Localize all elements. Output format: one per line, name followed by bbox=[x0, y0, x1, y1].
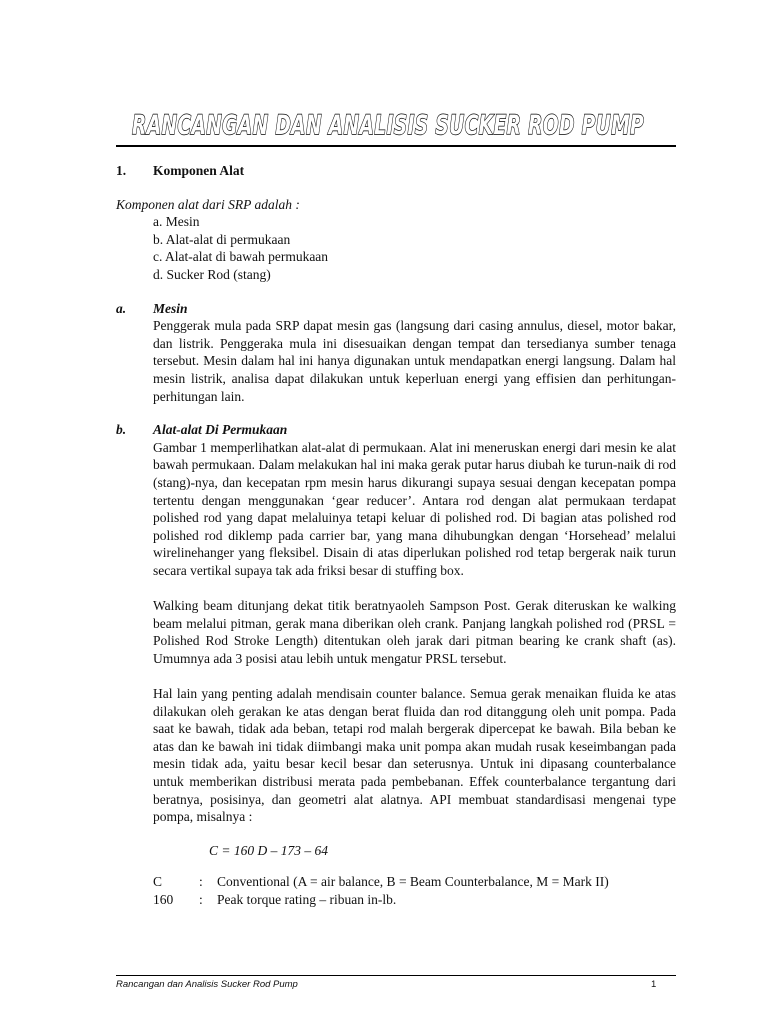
subsection-letter: b. bbox=[116, 422, 127, 438]
section-number: 1. bbox=[116, 163, 127, 178]
definition-row bbox=[153, 873, 676, 891]
subsection-heading-alat-permukaan bbox=[116, 421, 676, 439]
section-heading bbox=[116, 162, 676, 180]
footer-title: Rancangan dan Analisis Sucker Rod Pump bbox=[116, 979, 298, 990]
definition-colon: : bbox=[199, 874, 203, 890]
paragraph: Walking beam ditunjang dekat titik beratnyaoleh Sampson Post. Gerak diteruskan ke walking beam melalui pitman, gerak mana diberikan oleh crank. Panjang langkah polished rod (PRSL = Polished Rod Stroke Length) ditentukan oleh jarak dari pitman bearing ke crank shaft (as). Umumnya ada 3 posisi atau lebih untuk mengatur PRSL tersebut. bbox=[153, 598, 676, 666]
paragraph: Gambar 1 memperlihatkan alat-alat di permukaan. Alat ini meneruskan energi dari mesin ke alat bawah permukaan. Dalam melakukan hal ini maka gerak putar harus diubah ke turun-naik di rod (stang)-nya, dan kecepatan rpm mesin harus dikurangi supaya sesuai dengan kecepatan pompa tertentu dengan menggunakan ‘gear reducer’. Antara rod dengan alat permukaan terdapat polished rod yang dapat melaluinya tetapi keluar di polished rod. Di bagian atas polished rod polished rod diklemp pada carrier bar, yang mana dihubungkan dengan ‘Horsehead’ melalui wirelinehanger yang fleksibel. Disain di atas diperlukan polished rod tetap bergerak naik turun secara vertikal supaya tak ada friksi besar di stuffing box. bbox=[153, 439, 676, 578]
page-number: 1 bbox=[651, 979, 657, 990]
list-item: c. Alat-alat di bawah permukaan bbox=[153, 249, 329, 265]
components-list bbox=[153, 213, 676, 283]
definition-text: Conventional (A = air balance, B = Beam Counterbalance, M = Mark II) bbox=[217, 874, 609, 890]
components-intro: Komponen alat dari SRP adalah : bbox=[116, 196, 300, 212]
definition-row bbox=[153, 891, 676, 909]
paragraph: Hal lain yang penting adalah mendisain counter balance. Semua gerak menaikan fluida ke atas dilakukan oleh gerakan ke atas dengan berat fluida dan rod ditanggung oleh unit pompa. Pada saat ke bawah, tidak ada beban, tetapi rod malah bergerak dipercepat ke bawah. Bila beban ke atas dan ke bawah ini tidak diimbangi maka unit pompa akan mudah rusak keseimbangan pada mesin tidak ada, yaitu besar kecil besar dan seterusnya. Untuk ini dipasang counterbalance untuk memberikan distribusi merata pada pembebanan. Effek counterbalance tergantung dari beratnya, posisinya, dan geometri alat alatnya. API membuat standardisasi mengenai type pompa, misalnya : bbox=[153, 686, 676, 825]
subsection-heading-mesin bbox=[116, 300, 676, 318]
document-title-graphic bbox=[130, 104, 650, 144]
formula: C = 160 D – 173 – 64 bbox=[209, 842, 328, 858]
list-item: b. Alat-alat di permukaan bbox=[153, 231, 291, 247]
list-item: a. Mesin bbox=[153, 214, 200, 230]
definition-text: Peak torque rating – ribuan in-lb. bbox=[217, 891, 397, 907]
subsection-title: Alat-alat Di Permukaan bbox=[153, 422, 288, 438]
definition-colon: : bbox=[199, 891, 203, 907]
section-title: Komponen Alat bbox=[153, 163, 245, 178]
footer-divider bbox=[116, 975, 676, 976]
document-body bbox=[116, 162, 676, 909]
subsection-title: Mesin bbox=[153, 300, 188, 316]
list-item: d. Sucker Rod (stang) bbox=[153, 266, 271, 282]
document-title bbox=[130, 104, 650, 144]
subsection-letter: a. bbox=[116, 300, 127, 316]
definition-key: C bbox=[153, 874, 163, 890]
title-underline bbox=[116, 145, 676, 147]
paragraph: Penggerak mula pada SRP dapat mesin gas (langsung dari casing annulus, diesel, motor bakar, dan listrik. Penggeraka mula ini disesuaikan dengan tempat dan tersedianya sumber tenaga tersebut. Mesin dalam hal ini hanya digunakan untuk mendapatkan energi langsung. Dalam hal mesin listrik, analisa dapat dilakukan untuk keperluan energi yang effisien dan perhitungan-perhitungan lain. bbox=[153, 318, 676, 404]
document-title-text: RANCANGAN DAN ANALISIS SUCKER ROD PUMP bbox=[132, 110, 644, 141]
definition-key: 160 bbox=[153, 891, 174, 907]
